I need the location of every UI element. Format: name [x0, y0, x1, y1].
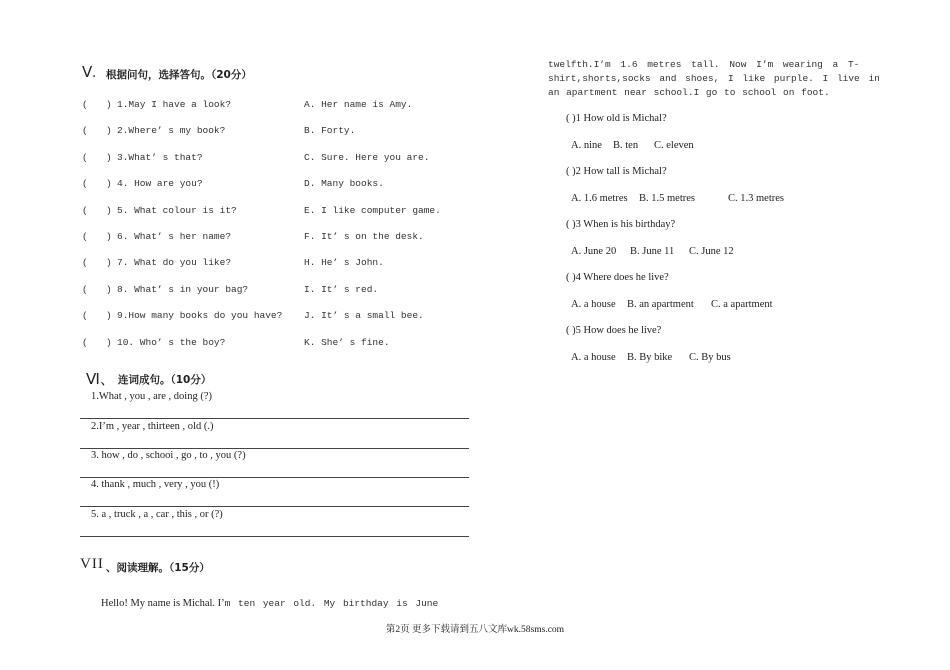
word-order-item: 4. thank , much , very , you (!) [91, 479, 220, 490]
answer-paren-close: ) [106, 204, 112, 216]
answer-paren-open: ( [82, 151, 88, 163]
question-text: 4. How are you? [117, 178, 203, 190]
answer-line [80, 506, 469, 507]
passage-line: twelfth.I’m 1.6 metres tall. Now I’m wearing a T- [548, 59, 860, 70]
answer-option: C. Sure. Here you are. [304, 151, 430, 163]
question-text: 9.How many books do you have? [117, 310, 283, 322]
reading-option: A. June 20 [571, 246, 617, 257]
answer-paren-open: ( [82, 204, 88, 216]
reading-option: A. 1.6 metres [571, 193, 628, 204]
answer-line [80, 418, 469, 419]
answer-paren-open: ( [82, 283, 88, 295]
reading-option: C. By bus [689, 352, 731, 363]
answer-option: H. He’ s John. [304, 257, 384, 269]
section-6-number: Ⅵ、 [86, 372, 115, 388]
answer-paren-close: ) [106, 231, 112, 242]
answer-paren-close: ) [106, 178, 112, 190]
section-7-number: VII [80, 556, 104, 572]
reading-option: C. 1.3 metres [728, 193, 784, 204]
question-text: 1.May I have a look? [117, 99, 232, 110]
answer-paren-close: ) [106, 125, 112, 137]
answer-paren-close: ) [106, 151, 112, 163]
reading-option: C. eleven [654, 140, 694, 151]
answer-paren-close: ) [106, 310, 112, 322]
answer-option: A. Her name is Amy. [304, 99, 413, 110]
reading-option: B. an apartment [627, 299, 694, 310]
word-order-item: 2.I’m , year , thirteen , old (.) [91, 421, 214, 432]
answer-option: I. It’ s red. [304, 283, 379, 295]
answer-option: D. Many books. [304, 178, 384, 190]
answer-paren-open: ( [82, 99, 88, 110]
reading-option: B. 1.5 metres [639, 193, 695, 204]
answer-paren-open: ( [82, 257, 88, 269]
answer-paren-close: ) [106, 99, 112, 110]
question-text: 7. What do you like? [117, 257, 232, 269]
answer-option: J. It’ s a small bee. [304, 310, 424, 322]
word-order-item: 5. a , truck , a , car , this , or (?) [91, 509, 223, 520]
reading-question: ( )3 When is his birthday? [566, 219, 676, 230]
reading-option: A. a house [571, 299, 616, 310]
reading-question: ( )4 Where does he live? [566, 272, 669, 283]
word-order-item: 3. how , do , schooi , go , to , you (?) [91, 450, 246, 461]
question-text: 10. Who’ s the boy? [117, 336, 226, 348]
answer-paren-close: ) [106, 283, 112, 295]
answer-paren-open: ( [82, 310, 88, 322]
reading-option: B. June 11 [630, 246, 675, 257]
reading-option: A. nine [571, 140, 602, 151]
answer-line [80, 448, 469, 449]
section-5-number: Ⅴ. [82, 65, 97, 81]
answer-paren-close: ) [106, 257, 112, 269]
question-text: 6. What’ s her name? [117, 231, 232, 242]
answer-line [80, 477, 469, 478]
passage-line-1-mono: m ten year old. My birthday is June [224, 598, 439, 609]
question-text: 3.What’ s that? [117, 151, 203, 163]
reading-option: A. a house [571, 352, 616, 363]
passage-line-1-serif: Hello! My name is Michal. I’ [101, 598, 225, 609]
section-5-title: 根据问句，选择答句。（20分） [106, 69, 252, 81]
page-footer: 第2页 更多下载请到五八文库wk.58sms.com [385, 625, 565, 635]
answer-option: F. It’ s on the desk. [304, 231, 424, 242]
answer-option: K. She’ s fine. [304, 336, 390, 348]
answer-line [80, 536, 469, 537]
answer-paren-close: ) [106, 336, 112, 348]
question-text: 2.Where’ s my book? [117, 125, 226, 137]
answer-paren-open: ( [82, 178, 88, 190]
section-6-title: 连词成句。（10分） [118, 374, 212, 386]
reading-option: C. June 12 [689, 246, 734, 257]
reading-option: C. a apartment [711, 299, 773, 310]
answer-paren-open: ( [82, 336, 88, 348]
question-text: 5. What colour is it? [117, 204, 237, 216]
answer-option: E. I like computer game. [304, 204, 441, 216]
answer-paren-open: ( [82, 125, 88, 137]
reading-option: B. ten [613, 140, 639, 151]
reading-option: B. By bike [627, 352, 673, 363]
reading-question: ( )5 How does he live? [566, 325, 662, 336]
reading-question: ( )1 How old is Michal? [566, 113, 667, 124]
passage-line: shirt,shorts,socks and shoes, I like purple. I live in [548, 73, 880, 84]
word-order-item: 1.What , you , are , doing (?) [91, 391, 213, 402]
answer-paren-open: ( [82, 231, 88, 242]
passage-line-1 [101, 593, 438, 611]
section-7-title: 、阅读理解。（15分） [106, 562, 210, 574]
answer-option: B. Forty. [304, 125, 356, 137]
question-text: 8. What’ s in your bag? [117, 283, 249, 295]
reading-question: ( )2 How tall is Michal? [566, 166, 667, 177]
passage-line: an apartment near school.I go to school on foot. [548, 87, 830, 98]
